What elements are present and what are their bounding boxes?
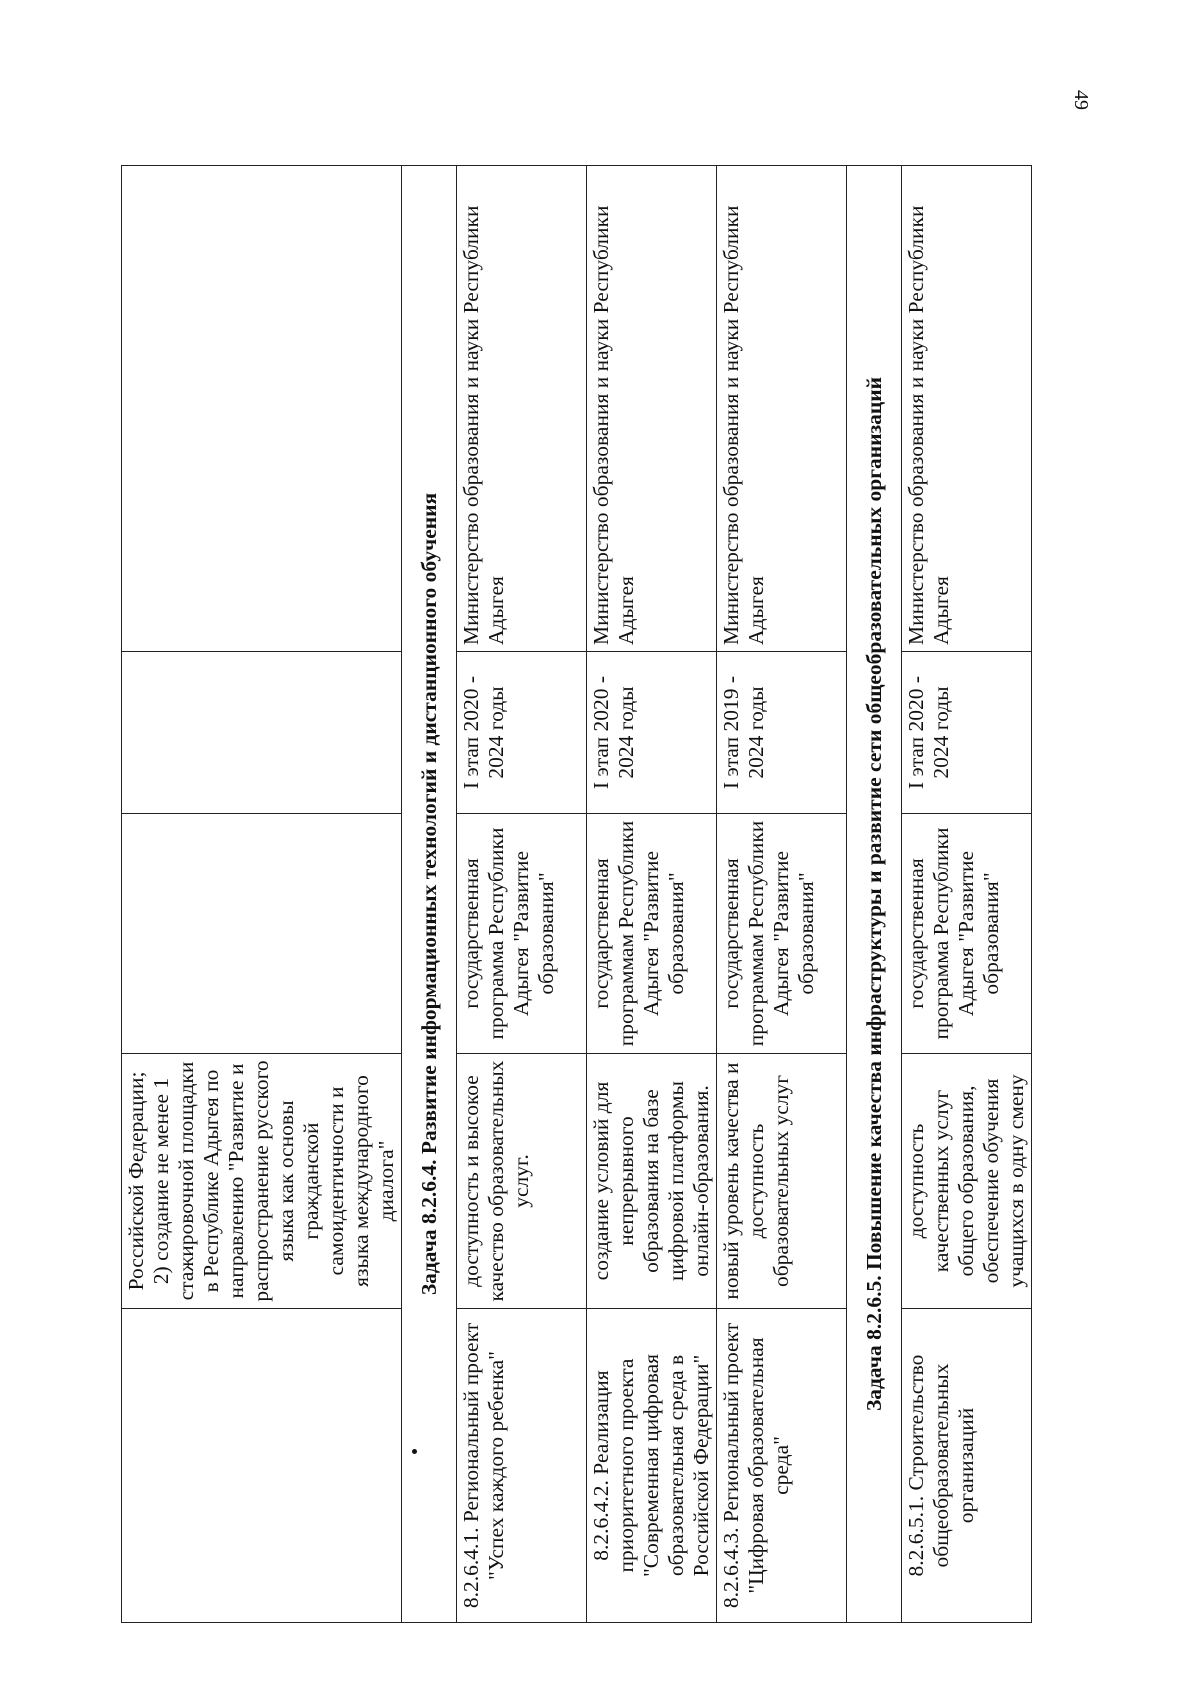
task-row	[847, 166, 902, 1623]
table-row	[122, 166, 402, 1623]
cell-result: создание условий для непрерывного образования на базе цифровой платформы онлайн-образования.	[587, 1054, 717, 1309]
cell-result: доступность качественных услуг общего образования, обеспечение обучения учащихся в одну смену	[902, 1054, 1032, 1309]
table-row	[457, 166, 587, 1623]
table-row	[587, 166, 717, 1623]
table-row	[717, 166, 847, 1623]
cell-responsible	[122, 166, 402, 652]
cell-name	[122, 1309, 402, 1623]
cell-name: 8.2.6.4.3. Региональный проект "Цифровая образовательная среда"	[717, 1309, 847, 1623]
cell-period: I этап 2020 - 2024 годы	[902, 652, 1032, 814]
cell-responsible: Министерство образования и науки Республики Адыгея	[717, 166, 847, 652]
task-heading	[847, 166, 902, 1623]
cell-program: государственная программам Республики Адыгея "Развитие образования"	[587, 814, 717, 1054]
cell-period: I этап 2019 - 2024 годы	[717, 652, 847, 814]
task-row	[402, 166, 457, 1623]
table-row	[902, 166, 1032, 1623]
cell-result: доступность и высокое качество образовательных услуг.	[457, 1054, 587, 1309]
cell-name: 8.2.6.5.1. Строительство общеобразовательных организаций	[902, 1309, 1032, 1623]
cell-name: 8.2.6.4.2. Реализация приоритетного проекта "Современная цифровая образовательная среда в Российской Федерации"	[587, 1309, 717, 1623]
task-number: Задача 8.2.6.4.	[416, 1159, 441, 1296]
task-number: Задача 8.2.6.5.	[861, 1275, 886, 1412]
cell-program: государственная программа Республики Адыгея "Развитие образования"	[902, 814, 1032, 1054]
task-heading	[402, 166, 457, 1623]
task-title: Развитие информационных технологий и дистанционного обучения	[416, 492, 441, 1155]
rotated-table-container	[121, 166, 1060, 1623]
cell-result: Российской Федерации; 2) создание не менее 1 стажировочной площадки в Республике Адыгея по направлению "Развитие и распространение русского языка как основы гражданской самоидентичности и языка международного диалога"	[122, 1054, 402, 1309]
measures-table	[121, 165, 1032, 1623]
cell-responsible: Министерство образования и науки Республики Адыгея	[457, 166, 587, 652]
cell-program	[122, 814, 402, 1054]
cell-responsible: Министерство образования и науки Республики Адыгея	[587, 166, 717, 652]
cell-program: государственная программам Республики Адыгея "Развитие образования"	[717, 814, 847, 1054]
cell-program: государственная программа Республики Адыгея "Развитие образования"	[457, 814, 587, 1054]
cell-name: 8.2.6.4.1. Региональный проект "Успех каждого ребенка"	[457, 1309, 587, 1623]
cell-period	[122, 652, 402, 814]
cell-responsible: Министерство образования и науки Республики Адыгея	[902, 166, 1032, 652]
page-number: 49	[1070, 90, 1092, 110]
task-title: Повышение качества инфраструктуры и развитие сети общеобразовательных организаций	[861, 376, 886, 1271]
cell-period: I этап 2020 - 2024 годы	[457, 652, 587, 814]
cell-result: новый уровень качества и доступность образовательных услуг	[717, 1054, 847, 1309]
cell-period: I этап 2020 - 2024 годы	[587, 652, 717, 814]
